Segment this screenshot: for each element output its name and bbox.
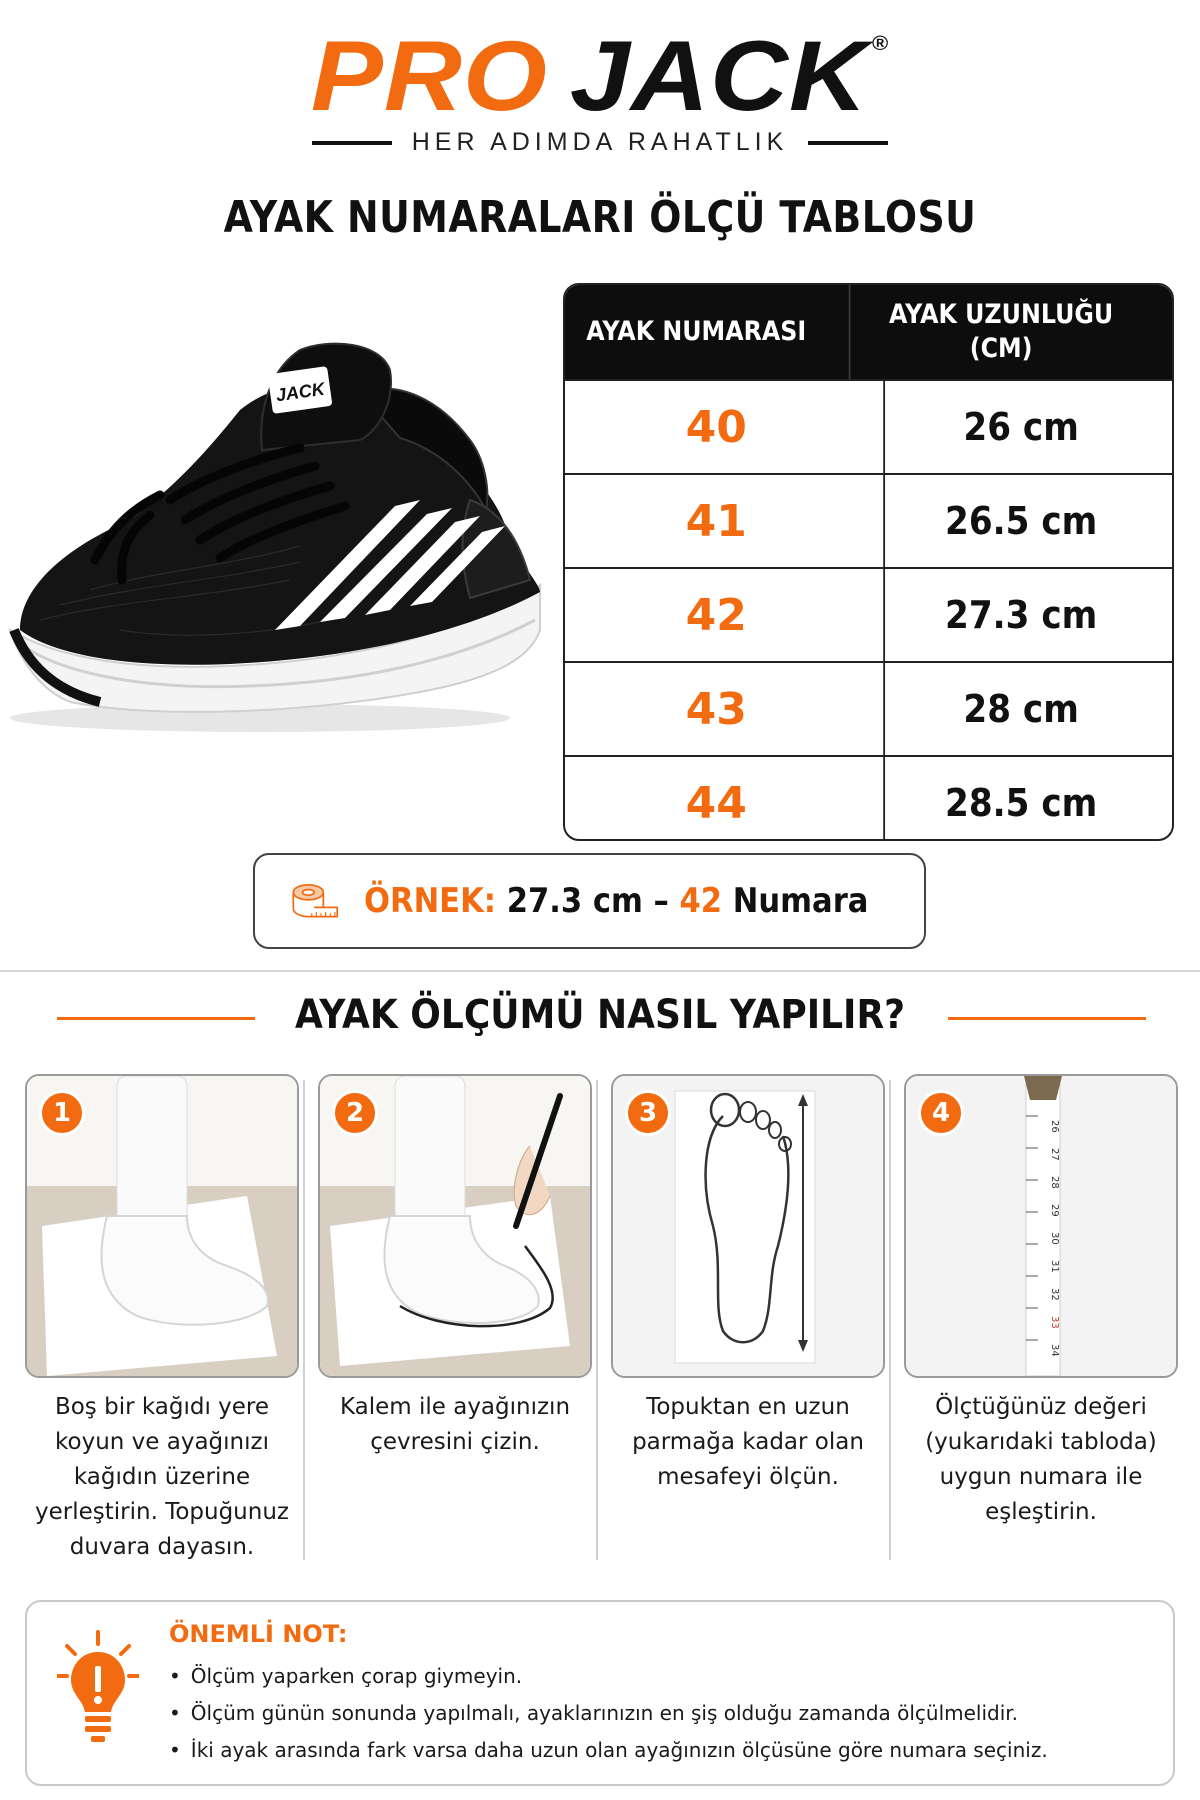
step-number-2: 2 (332, 1090, 378, 1136)
table-row (565, 379, 1172, 473)
header-foot-size: AYAK NUMARASI (586, 316, 807, 348)
header-foot-length: AYAK UZUNLUĞU (CM) (848, 285, 1151, 379)
step-card-2 (318, 1074, 592, 1378)
step-separator (889, 1080, 891, 1560)
size-cell: 44 (685, 777, 747, 829)
tape-number: 32 (1049, 1288, 1060, 1301)
example-dash: – (653, 881, 669, 921)
length-cell: 27.3 cm (883, 569, 1157, 661)
lightbulb-icon (57, 1630, 139, 1750)
shoe-tongue-label: JACK (274, 378, 326, 406)
size-cell: 40 (685, 401, 747, 453)
length-cell: 26 cm (883, 381, 1157, 473)
tape-number: 31 (1049, 1260, 1060, 1273)
step-text-2: Kalem ile ayağınızın çevresini çizin. (339, 1394, 571, 1455)
step-separator (596, 1080, 598, 1560)
step-text-1: Boş bir kağıdı yere koyun ve ayağınızı kağıdın üzerine yerleştirin. Topuğunuz duvara dayasın. (35, 1394, 289, 1560)
step-number-1: 1 (39, 1090, 85, 1136)
tagline: HER ADIMDA RAHATLIK (411, 128, 789, 156)
sneaker-image (0, 330, 550, 750)
note-list (169, 1658, 1048, 1769)
tape-measure-icon (291, 868, 340, 934)
tape-number: 34 (1049, 1344, 1060, 1357)
table-row (565, 755, 1172, 841)
step-number-4: 4 (918, 1090, 964, 1136)
logo-jack (569, 19, 890, 132)
step-separator (303, 1080, 305, 1560)
tape-number: 33 (1049, 1316, 1060, 1329)
table-row (565, 567, 1172, 661)
registered-mark: ® (871, 31, 890, 55)
length-cell: 28 cm (883, 663, 1157, 755)
example-text (364, 881, 868, 921)
step-number-3: 3 (625, 1090, 671, 1136)
tape-number: 30 (1049, 1232, 1060, 1245)
size-cell: 43 (685, 683, 747, 735)
example-size: 42 (679, 881, 722, 921)
table-row (565, 661, 1172, 755)
example-unit: Numara (732, 881, 868, 921)
size-cell: 41 (685, 495, 747, 547)
example-value: 27.3 cm (506, 881, 643, 921)
logo-pro: PRO (310, 19, 548, 132)
note-item: • İki ayak arasında fark varsa daha uzun olan ayağınızın ölçüsüne göre numara seçiniz. (169, 1732, 1048, 1769)
note-item: • Ölçüm günün sonunda yapılmalı, ayaklarınızın en şiş olduğu zamanda ölçülmelidir. (169, 1695, 1048, 1732)
logo-jack-text: JACK (569, 19, 868, 132)
important-note (25, 1600, 1175, 1786)
howto-title: AYAK ÖLÇÜMÜ NASIL YAPILIR? (294, 992, 906, 1038)
page-title: AYAK NUMARALARI ÖLÇÜ TABLOSU (223, 192, 977, 243)
length-cell: 28.5 cm (883, 757, 1157, 841)
section-divider (0, 970, 1200, 972)
tagline-line-left (312, 141, 392, 145)
step-text-3: Topuktan en uzun parmağa kadar olan mesafeyi ölçün. (632, 1394, 864, 1490)
tagline-line-right (808, 141, 888, 145)
size-table-header (565, 285, 1172, 379)
step-text-4: Ölçtüğünüz değeri (yukarıdaki tabloda) uygun numara ile eşleştirin. (925, 1394, 1157, 1525)
example-box (253, 853, 926, 949)
tape-number: 29 (1049, 1204, 1060, 1217)
tape-number: 26 (1049, 1120, 1060, 1133)
size-table (563, 283, 1174, 841)
tagline-row (0, 128, 1200, 157)
example-label: ÖRNEK: (363, 881, 496, 921)
step-card-3 (611, 1074, 885, 1378)
brand-logo (0, 19, 1200, 132)
tape-number: 27 (1049, 1148, 1060, 1161)
table-row (565, 473, 1172, 567)
tape-number: 28 (1049, 1176, 1060, 1189)
step-card-1 (25, 1074, 299, 1378)
size-cell: 42 (685, 589, 747, 641)
step-card-4 (904, 1074, 1178, 1378)
note-title: ÖNEMLİ NOT: (169, 1620, 348, 1648)
length-cell: 26.5 cm (883, 475, 1157, 567)
note-item: • Ölçüm yaparken çorap giymeyin. (169, 1658, 1048, 1695)
